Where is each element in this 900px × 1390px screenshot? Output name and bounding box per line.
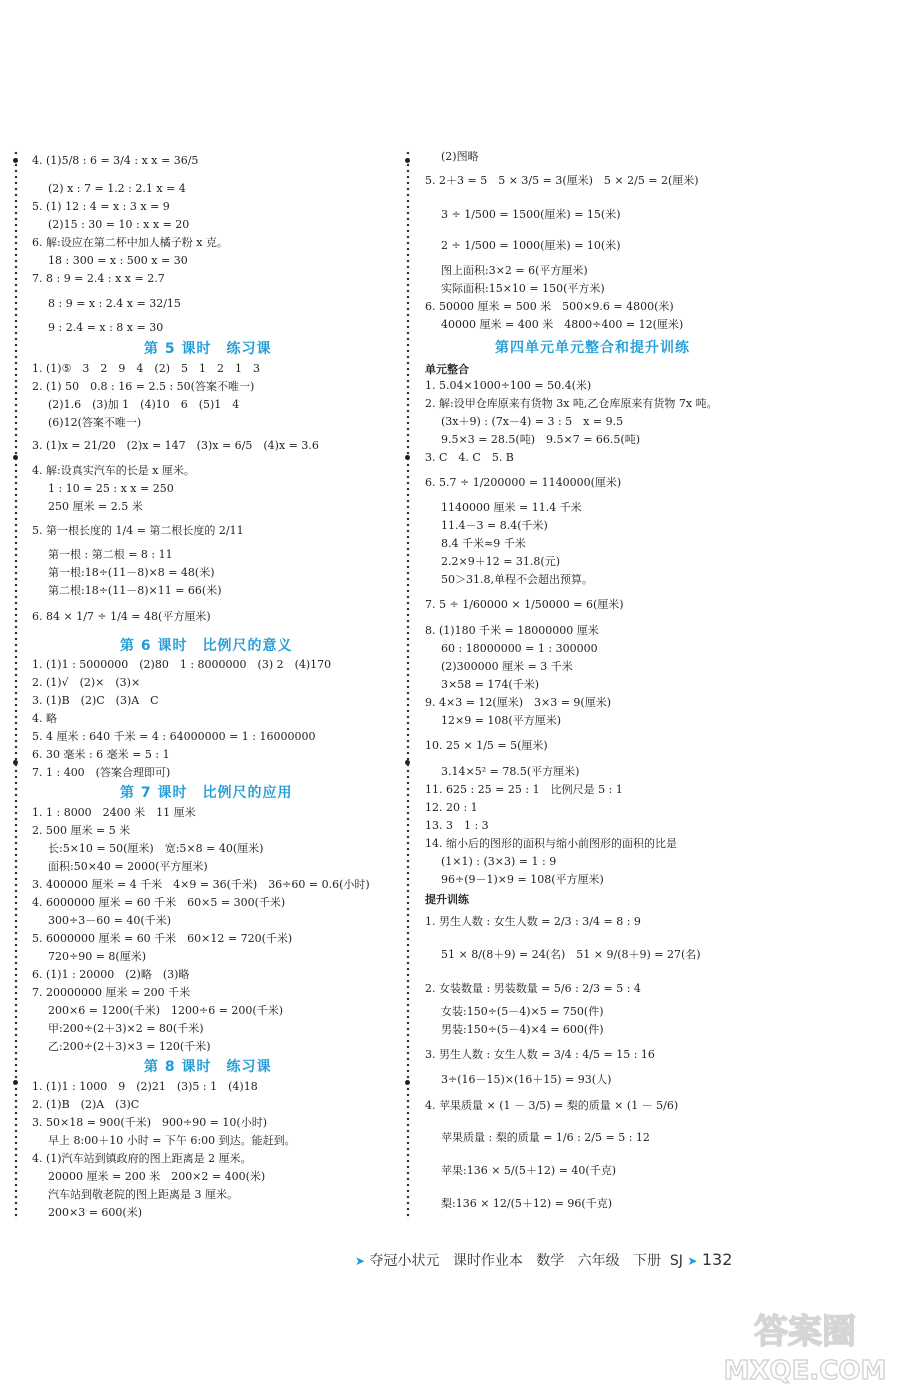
answer-line: 1140000 厘米 = 11.4 千米 [441, 501, 582, 514]
answer-line: 1. (1)1 : 1000 9 (2)21 (3)5 : 1 (4)18 [32, 1080, 258, 1093]
answer-line: (2)15 : 30 = 10 : x x = 20 [48, 218, 190, 231]
subject: 数学 [536, 1253, 565, 1269]
section-heading: 第 7 课时 比例尺的应用 [120, 785, 293, 801]
answer-line: 2. 解:设甲仓库原来有货物 3x 吨,乙仓库原来有货物 7x 吨。 [425, 397, 718, 410]
section-heading: 第 8 课时 练习课 [144, 1059, 272, 1075]
answer-line: 9 : 2.4 = x : 8 x = 30 [48, 321, 164, 334]
answer-line: 4. (1)5/8 : 6 = 3/4 : x x = 36/5 [32, 154, 199, 167]
answer-line: 8 : 9 = x : 2.4 x = 32/15 [48, 297, 181, 310]
answer-line: 51 × 8/(8＋9) = 24(名) 51 × 9/(8＋9) = 27(名) [441, 948, 701, 961]
edition: SJ [669, 1253, 683, 1269]
answer-line: 7. 8 : 9 = 2.4 : x x = 2.7 [32, 272, 165, 285]
answer-line: 面积:50×40 = 2000(平方厘米) [48, 860, 208, 873]
answer-line: 6. 84 × 1/7 ÷ 1/4 = 48(平方厘米) [32, 610, 211, 623]
answer-line: 第一根 : 第二根 = 8 : 11 [48, 548, 173, 561]
binding-hole [405, 760, 410, 765]
answer-line: 3÷(16－15)×(16＋15) = 93(人) [441, 1073, 612, 1086]
answer-line: 4. 解:设真实汽车的长是 x 厘米。 [32, 464, 195, 477]
book-title: 课时作业本 [452, 1253, 523, 1269]
answer-line: 第二根:18÷(11－8)×11 = 66(米) [48, 584, 222, 597]
answer-line: 7. 20000000 厘米 = 200 千米 [32, 986, 191, 999]
answer-line: 250 厘米 = 2.5 米 [48, 500, 143, 513]
answer-line: 50＞31.8,单程不会超出预算。 [441, 573, 593, 586]
binding-hole [13, 760, 18, 765]
answer-line: 18 : 300 = x : 500 x = 30 [48, 254, 188, 267]
answer-line: 长:5×10 = 50(厘米) 宽:5×8 = 40(厘米) [48, 842, 264, 855]
answer-line: 3. C 4. C 5. B [425, 451, 514, 464]
answer-line: 4. 6000000 厘米 = 60 千米 60×5 = 300(千米) [32, 896, 286, 909]
answer-line: 13. 3 1 : 3 [425, 819, 489, 832]
answer-line: 11.4－3 = 8.4(千米) [441, 519, 548, 532]
section-heading: 第 6 课时 比例尺的意义 [120, 638, 293, 654]
binding-dots-center [406, 150, 410, 1220]
answer-line: 3×58 = 174(千米) [441, 678, 540, 691]
answer-line: 20000 厘米 = 200 米 200×2 = 400(米) [48, 1170, 266, 1183]
answer-line: 早上 8:00＋10 小时 = 下午 6:00 到达。能赶到。 [48, 1134, 296, 1147]
binding-hole [405, 158, 410, 163]
answer-line: 乙:200÷(2＋3)×3 = 120(千米) [48, 1040, 211, 1053]
answer-line: 14. 缩小后的图形的面积与缩小前图形的面积的比是 [425, 837, 677, 850]
watermark-bottom-text: MXQE.COM [723, 1356, 887, 1385]
section-heading: 第四单元单元整合和提升训练 [495, 340, 690, 356]
answer-line: (6)12(答案不唯一) [48, 416, 142, 429]
answer-line: 3 ÷ 1/500 = 1500(厘米) = 15(米) [441, 208, 621, 221]
answer-line: 12. 20 : 1 [425, 801, 478, 814]
answer-line: 6. (1)1 : 20000 (2)略 (3)略 [32, 968, 190, 981]
answer-line: (2)图略 [441, 150, 479, 163]
answer-line: 1. (1)⑤ 3 2 9 4 (2) 5 1 2 1 3 [32, 362, 261, 375]
answer-line: 300÷3－60 = 40(千米) [48, 914, 171, 927]
answer-line: 2. 500 厘米 = 5 米 [32, 824, 131, 837]
binding-hole [13, 455, 18, 460]
answer-line: 男装:150÷(5－4)×4 = 600(件) [441, 1023, 604, 1036]
answer-line: 10. 25 × 1/5 = 5(厘米) [425, 739, 548, 752]
answer-line: 4. 略 [32, 712, 57, 725]
answer-line: 1 : 10 = 25 : x x = 250 [48, 482, 174, 495]
answer-line: 5. (1) 12 : 4 = x : 3 x = 9 [32, 200, 170, 213]
answer-line: 9.5×3 = 28.5(吨) 9.5×7 = 66.5(吨) [441, 433, 640, 446]
binding-hole [13, 158, 18, 163]
answer-line: 梨:136 × 12/(5＋12) = 96(千克) [441, 1197, 612, 1210]
answer-line: 7. 5 ÷ 1/60000 × 1/50000 = 6(厘米) [425, 598, 624, 611]
answer-line: 图上面积:3×2 = 6(平方厘米) [441, 264, 588, 277]
binding-dots-left [14, 150, 18, 1220]
answer-line: (1×1) : (3×3) = 1 : 9 [441, 855, 557, 868]
answer-line: 7. 1 : 400 (答案合理即可) [32, 766, 171, 779]
brand-name: 夺冠小状元 [369, 1253, 440, 1269]
answer-line: 2. (1)B (2)A (3)C [32, 1098, 140, 1111]
answer-line: 6. 30 毫米 : 6 毫米 = 5 : 1 [32, 748, 170, 761]
binding-hole [405, 1080, 410, 1085]
answer-line: (2)1.6 (3)加 1 (4)10 6 (5)1 4 [48, 398, 240, 411]
page-number: 132 [701, 1250, 733, 1269]
answer-line: 5. 2＋3 = 5 5 × 3/5 = 3(厘米) 5 × 2/5 = 2(厘米) [425, 174, 699, 187]
binding-hole [405, 455, 410, 460]
answer-line: 实际面积:15×10 = 150(平方米) [441, 282, 605, 295]
arrow-icon: ➤ [687, 1254, 698, 1268]
binding-hole [13, 1080, 18, 1085]
answer-line: 1. (1)1 : 5000000 (2)80 1 : 8000000 (3) 2 (4)170 [32, 658, 332, 671]
answer-line: 2. (1) 50 0.8 : 16 = 2.5 : 50(答案不唯一) [32, 380, 255, 393]
subsection-label: 提升训练 [425, 893, 469, 906]
watermark-top-text: 答案圈 [754, 1312, 856, 1352]
answer-line: 第一根:18÷(11－8)×8 = 48(米) [48, 566, 215, 579]
answer-line: 9. 4×3 = 12(厘米) 3×3 = 9(厘米) [425, 696, 612, 709]
answer-line: 6. 5.7 ÷ 1/200000 = 1140000(厘米) [425, 476, 622, 489]
answer-line: 8.4 千米≈9 千米 [441, 537, 526, 550]
answer-line: 5. 4 厘米 : 640 千米 = 4 : 64000000 = 1 : 16000000 [32, 730, 316, 743]
answer-line: 甲:200÷(2＋3)×2 = 80(千米) [48, 1022, 204, 1035]
answer-line: 2 ÷ 1/500 = 1000(厘米) = 10(米) [441, 239, 621, 252]
answer-line: 5. 6000000 厘米 = 60 千米 60×12 = 720(千米) [32, 932, 293, 945]
answer-line: 6. 50000 厘米 = 500 米 500×9.6 = 4800(米) [425, 300, 674, 313]
answer-line: (2)300000 厘米 = 3 千米 [441, 660, 573, 673]
watermark-logo [720, 1305, 890, 1385]
answer-line: 96÷(9－1)×9 = 108(平方厘米) [441, 873, 604, 886]
answer-line: 1. 男生人数 : 女生人数 = 2/3 : 3/4 = 8 : 9 [425, 915, 641, 928]
answer-line: 4. (1)汽车站到镇政府的图上距离是 2 厘米。 [32, 1152, 252, 1165]
answer-line: 3. (1)x = 21/20 (2)x = 147 (3)x = 6/5 (4)x = 3.6 [32, 439, 319, 452]
answer-line: 2.2×9＋12 = 31.8(元) [441, 555, 560, 568]
arrow-icon: ➤ [355, 1254, 366, 1268]
answer-line: 6. 解:设应在第二杯中加人橘子粉 x 克。 [32, 236, 228, 249]
answer-line: 3. 400000 厘米 = 4 千米 4×9 = 36(千米) 36÷60 = 0.6(小时) [32, 878, 370, 891]
answer-line: 12×9 = 108(平方厘米) [441, 714, 562, 727]
answer-line: (2) x : 7 = 1.2 : 2.1 x = 4 [48, 182, 186, 195]
answer-line: 3. (1)B (2)C (3)A C [32, 694, 159, 707]
answer-line: 40000 厘米 = 400 米 4800÷400 = 12(厘米) [441, 318, 684, 331]
section-heading: 第 5 课时 练习课 [144, 341, 272, 357]
page-footer [355, 1250, 732, 1270]
answer-line: (3x＋9) : (7x－4) = 3 : 5 x = 9.5 [441, 415, 624, 428]
volume: 下册 [632, 1253, 661, 1269]
answer-line: 11. 625 : 25 = 25 : 1 比例尺是 5 : 1 [425, 783, 623, 796]
answer-line: 5. 第一根长度的 1/4 = 第二根长度的 2/11 [32, 524, 244, 537]
answer-line: 汽车站到敬老院的图上距离是 3 厘米。 [48, 1188, 238, 1201]
answer-line: 女装:150÷(5－4)×5 = 750(件) [441, 1005, 604, 1018]
answer-line: 苹果质量 : 梨的质量 = 1/6 : 2/5 = 5 : 12 [441, 1131, 650, 1144]
answer-line: 1. 5.04×1000÷100 = 50.4(米) [425, 379, 592, 392]
answer-line: 60 : 18000000 = 1 : 300000 [441, 642, 598, 655]
grade: 六年级 [577, 1253, 620, 1269]
answer-line: 3.14×5² = 78.5(平方厘米) [441, 765, 580, 778]
answer-line: 200×3 = 600(米) [48, 1206, 142, 1219]
answer-line: 200×6 = 1200(千米) 1200÷6 = 200(千米) [48, 1004, 283, 1017]
answer-line: 1. 1 : 8000 2400 米 11 厘米 [32, 806, 196, 819]
answer-line: 8. (1)180 千米 = 18000000 厘米 [425, 624, 599, 637]
answer-line: 3. 50×18 = 900(千米) 900÷90 = 10(小时) [32, 1116, 267, 1129]
answer-line: 2. 女装数量 : 男装数量 = 5/6 : 2/3 = 5 : 4 [425, 982, 641, 995]
answer-line: 2. (1)√ (2)× (3)× [32, 676, 141, 689]
answer-line: 4. 苹果质量 × (1 － 3/5) = 梨的质量 × (1 － 5/6) [425, 1099, 679, 1112]
subsection-label: 单元整合 [425, 363, 469, 376]
answer-line: 3. 男生人数 : 女生人数 = 3/4 : 4/5 = 15 : 16 [425, 1048, 655, 1061]
answer-line: 苹果:136 × 5/(5＋12) = 40(千克) [441, 1164, 616, 1177]
answer-line: 720÷90 = 8(厘米) [48, 950, 147, 963]
